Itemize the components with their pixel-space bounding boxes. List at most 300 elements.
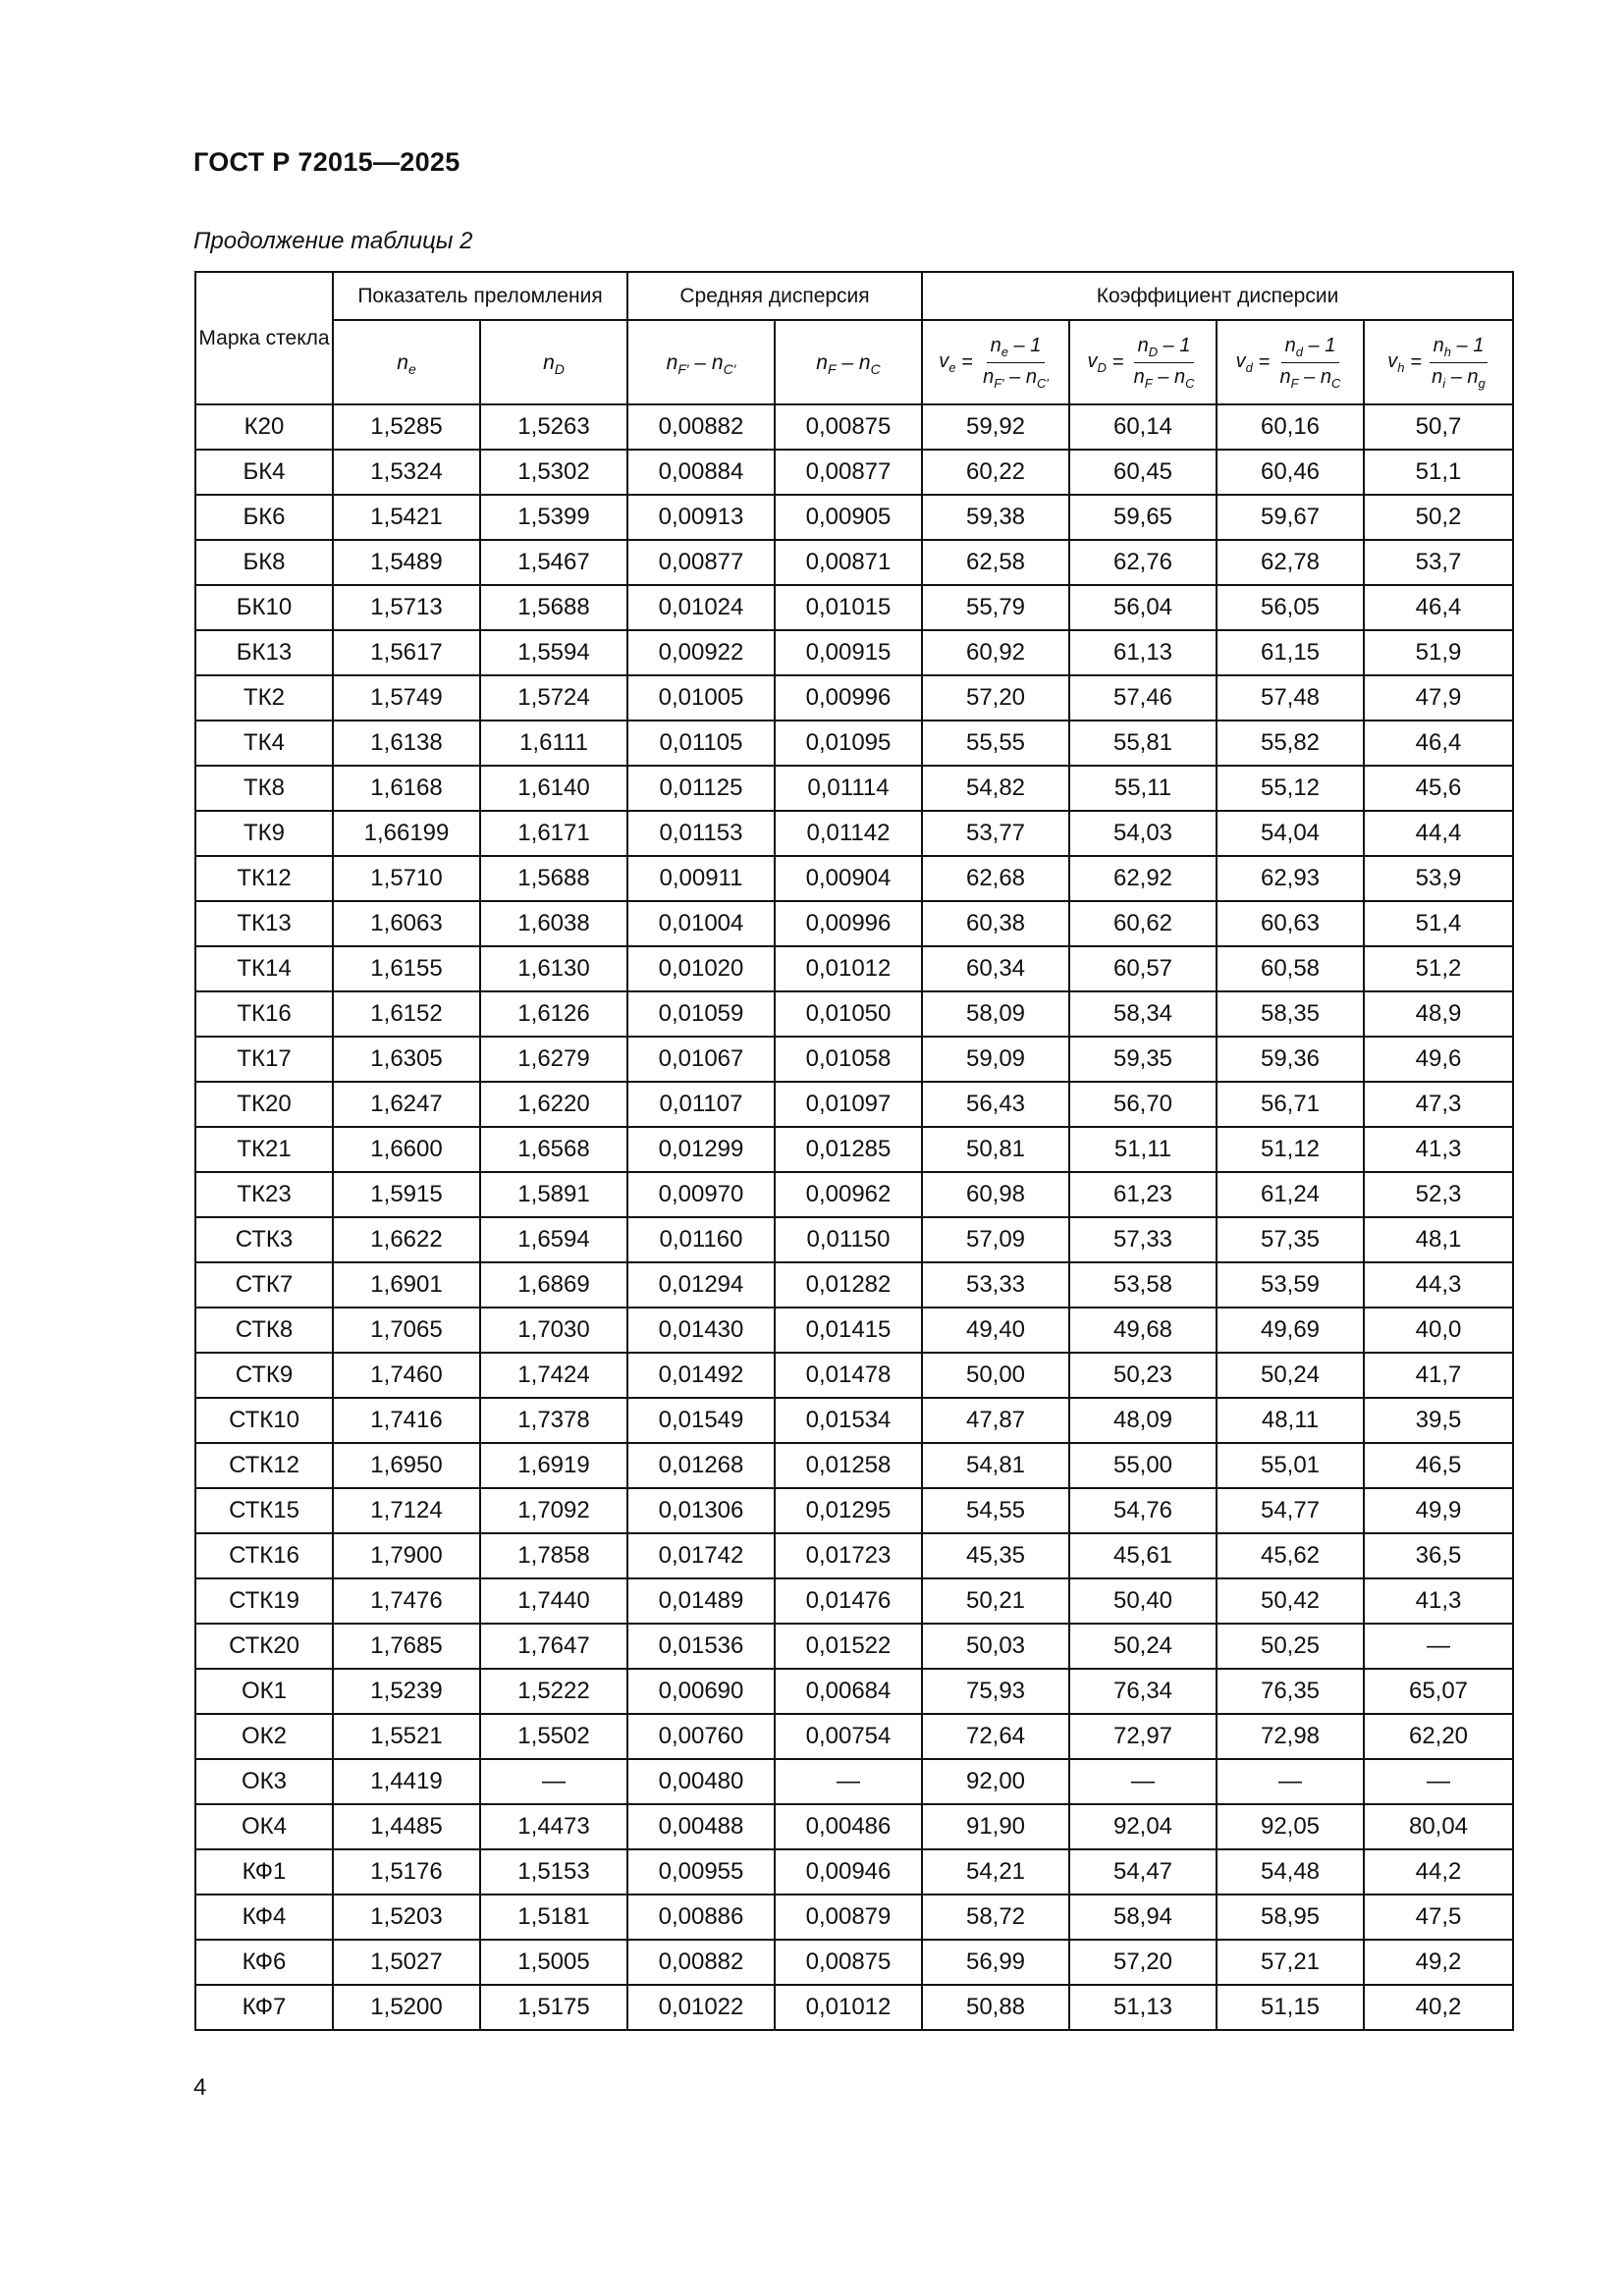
- table-row: [195, 721, 1513, 766]
- cell-v-d-upper: 60,14: [1069, 404, 1217, 450]
- cell-v-h: 65,07: [1364, 1669, 1513, 1714]
- cell-v-d-upper: 54,47: [1069, 1849, 1217, 1895]
- cell-v-e: 56,99: [922, 1940, 1069, 1985]
- cell-nf-nc: 0,01285: [775, 1127, 922, 1172]
- cell-v-h: 49,9: [1364, 1488, 1513, 1533]
- cell-nf-nc: 0,00875: [775, 1940, 922, 1985]
- table-row: [195, 1849, 1513, 1895]
- cell-n-d: 1,7424: [480, 1353, 627, 1398]
- cell-v-d-upper: 57,46: [1069, 675, 1217, 721]
- cell-v-d-lower: 51,15: [1217, 1985, 1364, 2030]
- cell-nf-prime-nc-prime: 0,01020: [627, 946, 775, 991]
- cell-v-h: 39,5: [1364, 1398, 1513, 1443]
- cell-v-e: 50,00: [922, 1353, 1069, 1398]
- cell-v-e: 54,81: [922, 1443, 1069, 1488]
- cell-v-h: 51,2: [1364, 946, 1513, 991]
- cell-v-d-upper: 62,92: [1069, 856, 1217, 901]
- table-row: [195, 1624, 1513, 1669]
- cell-v-e: 56,43: [922, 1082, 1069, 1127]
- cell-v-e: 50,81: [922, 1127, 1069, 1172]
- cell-n-e: 1,5324: [333, 450, 480, 495]
- cell-v-d-upper: 58,94: [1069, 1895, 1217, 1940]
- cell-v-e: 60,92: [922, 630, 1069, 675]
- cell-n-d: 1,5688: [480, 856, 627, 901]
- cell-v-d-lower: 60,16: [1217, 404, 1364, 450]
- cell-nf-nc: 0,01522: [775, 1624, 922, 1669]
- table-row: [195, 1172, 1513, 1217]
- cell-n-e: 1,5285: [333, 404, 480, 450]
- cell-brand: БК8: [195, 540, 333, 585]
- cell-nf-prime-nc-prime: 0,01742: [627, 1533, 775, 1578]
- cell-nf-nc: 0,00904: [775, 856, 922, 901]
- table-row: [195, 1804, 1513, 1849]
- cell-v-d-upper: 59,65: [1069, 495, 1217, 540]
- cell-nf-nc: 0,01415: [775, 1308, 922, 1353]
- cell-v-e: 58,09: [922, 991, 1069, 1037]
- cell-nf-nc: —: [775, 1759, 922, 1804]
- header-formula-v-d-lower: $v_d$ = $\frac{n_d - 1}{n_F - n_C}$: [1217, 320, 1364, 404]
- cell-v-h: 52,3: [1364, 1172, 1513, 1217]
- cell-v-d-lower: 57,35: [1217, 1217, 1364, 1262]
- header-mean-dispersion: Средняя дисперсия: [627, 272, 922, 320]
- cell-nf-nc: 0,01097: [775, 1082, 922, 1127]
- cell-v-h: —: [1364, 1759, 1513, 1804]
- table-row: [195, 1533, 1513, 1578]
- table-body: [195, 404, 1513, 2030]
- cell-v-h: 44,3: [1364, 1262, 1513, 1308]
- table-row: [195, 404, 1513, 450]
- cell-v-d-upper: 51,13: [1069, 1985, 1217, 2030]
- cell-n-d: 1,6279: [480, 1037, 627, 1082]
- cell-n-e: 1,7685: [333, 1624, 480, 1669]
- cell-v-d-lower: 57,48: [1217, 675, 1364, 721]
- cell-v-h: 48,9: [1364, 991, 1513, 1037]
- cell-n-d: 1,7030: [480, 1308, 627, 1353]
- cell-nf-prime-nc-prime: 0,01022: [627, 1985, 775, 2030]
- cell-brand: КФ7: [195, 1985, 333, 2030]
- cell-n-d: 1,6111: [480, 721, 627, 766]
- cell-nf-prime-nc-prime: 0,00877: [627, 540, 775, 585]
- cell-v-d-upper: 57,33: [1069, 1217, 1217, 1262]
- table-caption: Продолжение таблицы 2: [193, 228, 473, 254]
- cell-v-h: 46,4: [1364, 585, 1513, 630]
- cell-v-d-upper: 56,70: [1069, 1082, 1217, 1127]
- cell-v-d-lower: 55,12: [1217, 766, 1364, 811]
- cell-v-d-upper: 61,23: [1069, 1172, 1217, 1217]
- cell-v-h: 44,2: [1364, 1849, 1513, 1895]
- cell-nf-prime-nc-prime: 0,00955: [627, 1849, 775, 1895]
- cell-n-d: 1,6130: [480, 946, 627, 991]
- cell-n-d: 1,5181: [480, 1895, 627, 1940]
- cell-v-d-lower: 72,98: [1217, 1714, 1364, 1759]
- cell-n-e: 1,6950: [333, 1443, 480, 1488]
- cell-brand: ТК8: [195, 766, 333, 811]
- cell-v-e: 62,68: [922, 856, 1069, 901]
- cell-v-h: 51,1: [1364, 450, 1513, 495]
- cell-v-h: 80,04: [1364, 1804, 1513, 1849]
- table-row: [195, 901, 1513, 946]
- cell-v-d-lower: 54,04: [1217, 811, 1364, 856]
- cell-v-d-upper: 54,76: [1069, 1488, 1217, 1533]
- cell-n-e: 1,6168: [333, 766, 480, 811]
- cell-n-d: 1,5175: [480, 1985, 627, 2030]
- cell-brand: ТК20: [195, 1082, 333, 1127]
- cell-v-d-lower: 62,93: [1217, 856, 1364, 901]
- cell-v-e: 50,88: [922, 1985, 1069, 2030]
- cell-n-e: 1,6152: [333, 991, 480, 1037]
- cell-v-h: —: [1364, 1624, 1513, 1669]
- table-row: [195, 991, 1513, 1037]
- cell-nf-prime-nc-prime: 0,00922: [627, 630, 775, 675]
- header-dispersion-coefficient: Коэффициент дисперсии: [922, 272, 1513, 320]
- cell-brand: СТК9: [195, 1353, 333, 1398]
- cell-v-h: 48,1: [1364, 1217, 1513, 1262]
- cell-v-d-upper: 62,76: [1069, 540, 1217, 585]
- cell-v-h: 41,7: [1364, 1353, 1513, 1398]
- cell-nf-nc: 0,00905: [775, 495, 922, 540]
- cell-n-e: 1,6138: [333, 721, 480, 766]
- cell-n-d: 1,7440: [480, 1578, 627, 1624]
- cell-v-h: 50,2: [1364, 495, 1513, 540]
- cell-nf-prime-nc-prime: 0,01004: [627, 901, 775, 946]
- cell-v-h: 40,2: [1364, 1985, 1513, 2030]
- cell-n-e: 1,7900: [333, 1533, 480, 1578]
- cell-v-d-upper: 50,23: [1069, 1353, 1217, 1398]
- cell-v-d-lower: 59,36: [1217, 1037, 1364, 1082]
- cell-v-h: 41,3: [1364, 1578, 1513, 1624]
- cell-nf-prime-nc-prime: 0,01153: [627, 811, 775, 856]
- cell-v-d-lower: 62,78: [1217, 540, 1364, 585]
- cell-v-d-upper: 45,61: [1069, 1533, 1217, 1578]
- table-row: [195, 1262, 1513, 1308]
- cell-n-e: 1,5713: [333, 585, 480, 630]
- cell-v-d-lower: 58,35: [1217, 991, 1364, 1037]
- cell-nf-prime-nc-prime: 0,00882: [627, 404, 775, 450]
- cell-v-e: 72,64: [922, 1714, 1069, 1759]
- table-row: [195, 1669, 1513, 1714]
- cell-v-h: 49,2: [1364, 1940, 1513, 1985]
- cell-v-d-upper: —: [1069, 1759, 1217, 1804]
- header-n-d-upper: $n_D$: [480, 320, 627, 404]
- cell-v-e: 75,93: [922, 1669, 1069, 1714]
- table-row: [195, 1127, 1513, 1172]
- header-refraction-index: Показатель преломления: [333, 272, 627, 320]
- table-row: [195, 946, 1513, 991]
- cell-v-e: 60,98: [922, 1172, 1069, 1217]
- cell-v-d-lower: 76,35: [1217, 1669, 1364, 1714]
- header-formula-v-h: $v_h$ = $\frac{n_h - 1}{n_i - n_g}$: [1364, 320, 1513, 404]
- cell-n-e: 1,6901: [333, 1262, 480, 1308]
- cell-v-d-upper: 76,34: [1069, 1669, 1217, 1714]
- cell-nf-prime-nc-prime: 0,01005: [627, 675, 775, 721]
- cell-v-h: 47,5: [1364, 1895, 1513, 1940]
- cell-brand: ОК3: [195, 1759, 333, 1804]
- cell-v-d-lower: 54,48: [1217, 1849, 1364, 1895]
- cell-v-e: 62,58: [922, 540, 1069, 585]
- cell-v-d-upper: 55,00: [1069, 1443, 1217, 1488]
- cell-n-e: 1,7065: [333, 1308, 480, 1353]
- cell-v-d-upper: 60,57: [1069, 946, 1217, 991]
- cell-v-d-upper: 56,04: [1069, 585, 1217, 630]
- cell-nf-nc: 0,01478: [775, 1353, 922, 1398]
- cell-n-e: 1,5915: [333, 1172, 480, 1217]
- cell-n-e: 1,5176: [333, 1849, 480, 1895]
- table-row: [195, 1217, 1513, 1262]
- cell-v-e: 45,35: [922, 1533, 1069, 1578]
- cell-v-e: 57,09: [922, 1217, 1069, 1262]
- cell-n-e: 1,5239: [333, 1669, 480, 1714]
- table-row: [195, 1037, 1513, 1082]
- cell-v-d-lower: 48,11: [1217, 1398, 1364, 1443]
- cell-v-d-lower: 56,05: [1217, 585, 1364, 630]
- cell-nf-nc: 0,00915: [775, 630, 922, 675]
- document-title: ГОСТ Р 72015—2025: [193, 147, 460, 177]
- cell-v-d-lower: 60,63: [1217, 901, 1364, 946]
- cell-brand: СТК10: [195, 1398, 333, 1443]
- cell-brand: ТК16: [195, 991, 333, 1037]
- cell-nf-nc: 0,01095: [775, 721, 922, 766]
- cell-n-e: 1,7476: [333, 1578, 480, 1624]
- cell-nf-nc: 0,00875: [775, 404, 922, 450]
- cell-v-d-lower: 54,77: [1217, 1488, 1364, 1533]
- cell-v-d-lower: 51,12: [1217, 1127, 1364, 1172]
- cell-n-d: 1,5891: [480, 1172, 627, 1217]
- cell-v-e: 54,82: [922, 766, 1069, 811]
- cell-nf-prime-nc-prime: 0,00882: [627, 1940, 775, 1985]
- cell-n-d: 1,4473: [480, 1804, 627, 1849]
- cell-n-d: 1,6568: [480, 1127, 627, 1172]
- cell-brand: БК13: [195, 630, 333, 675]
- cell-nf-prime-nc-prime: 0,01492: [627, 1353, 775, 1398]
- cell-v-d-lower: 49,69: [1217, 1308, 1364, 1353]
- cell-brand: ТК14: [195, 946, 333, 991]
- cell-n-e: 1,66199: [333, 811, 480, 856]
- cell-v-d-lower: 58,95: [1217, 1895, 1364, 1940]
- cell-n-d: 1,7647: [480, 1624, 627, 1669]
- cell-nf-prime-nc-prime: 0,00488: [627, 1804, 775, 1849]
- cell-v-h: 44,4: [1364, 811, 1513, 856]
- cell-n-e: 1,5200: [333, 1985, 480, 2030]
- cell-nf-nc: 0,00684: [775, 1669, 922, 1714]
- cell-n-e: 1,5489: [333, 540, 480, 585]
- table-row: [195, 811, 1513, 856]
- table-row: [195, 585, 1513, 630]
- cell-n-d: 1,5399: [480, 495, 627, 540]
- cell-v-d-lower: 45,62: [1217, 1533, 1364, 1578]
- cell-v-h: 53,9: [1364, 856, 1513, 901]
- cell-nf-prime-nc-prime: 0,01430: [627, 1308, 775, 1353]
- cell-v-d-lower: 53,59: [1217, 1262, 1364, 1308]
- cell-brand: КФ4: [195, 1895, 333, 1940]
- header-formula-v-d-upper: $v_D$ = $\frac{n_D - 1}{n_F - n_C}$: [1069, 320, 1217, 404]
- cell-nf-nc: 0,01476: [775, 1578, 922, 1624]
- cell-v-d-upper: 51,11: [1069, 1127, 1217, 1172]
- cell-v-e: 55,55: [922, 721, 1069, 766]
- cell-v-d-lower: 55,82: [1217, 721, 1364, 766]
- cell-brand: СТК3: [195, 1217, 333, 1262]
- cell-v-d-lower: 92,05: [1217, 1804, 1364, 1849]
- cell-n-d: 1,6171: [480, 811, 627, 856]
- cell-v-h: 49,6: [1364, 1037, 1513, 1082]
- cell-n-d: 1,5594: [480, 630, 627, 675]
- cell-v-e: 59,38: [922, 495, 1069, 540]
- cell-v-d-upper: 61,13: [1069, 630, 1217, 675]
- cell-n-e: 1,5027: [333, 1940, 480, 1985]
- table-row: [195, 1985, 1513, 2030]
- cell-nf-nc: 0,01058: [775, 1037, 922, 1082]
- cell-n-e: 1,7460: [333, 1353, 480, 1398]
- cell-n-e: 1,4419: [333, 1759, 480, 1804]
- cell-v-d-lower: —: [1217, 1759, 1364, 1804]
- cell-nf-prime-nc-prime: 0,01059: [627, 991, 775, 1037]
- cell-nf-prime-nc-prime: 0,00690: [627, 1669, 775, 1714]
- cell-v-d-upper: 57,20: [1069, 1940, 1217, 1985]
- cell-v-e: 47,87: [922, 1398, 1069, 1443]
- cell-v-d-lower: 55,01: [1217, 1443, 1364, 1488]
- cell-nf-nc: 0,01142: [775, 811, 922, 856]
- cell-brand: ТК12: [195, 856, 333, 901]
- cell-v-d-upper: 55,81: [1069, 721, 1217, 766]
- cell-v-e: 59,92: [922, 404, 1069, 450]
- cell-nf-prime-nc-prime: 0,00913: [627, 495, 775, 540]
- cell-nf-prime-nc-prime: 0,00886: [627, 1895, 775, 1940]
- page-number: 4: [193, 2074, 207, 2101]
- cell-v-h: 40,0: [1364, 1308, 1513, 1353]
- cell-v-d-lower: 56,71: [1217, 1082, 1364, 1127]
- table-row: [195, 1940, 1513, 1985]
- cell-n-e: 1,5203: [333, 1895, 480, 1940]
- cell-brand: СТК7: [195, 1262, 333, 1308]
- cell-n-d: —: [480, 1759, 627, 1804]
- cell-v-e: 54,55: [922, 1488, 1069, 1533]
- cell-v-h: 62,20: [1364, 1714, 1513, 1759]
- cell-v-h: 47,3: [1364, 1082, 1513, 1127]
- cell-brand: СТК15: [195, 1488, 333, 1533]
- table-row: [195, 1578, 1513, 1624]
- cell-v-d-upper: 59,35: [1069, 1037, 1217, 1082]
- cell-n-d: 1,5688: [480, 585, 627, 630]
- cell-n-d: 1,5153: [480, 1849, 627, 1895]
- cell-v-d-lower: 57,21: [1217, 1940, 1364, 1985]
- cell-brand: ОК4: [195, 1804, 333, 1849]
- cell-v-h: 46,5: [1364, 1443, 1513, 1488]
- table-row: [195, 675, 1513, 721]
- cell-nf-prime-nc-prime: 0,01306: [627, 1488, 775, 1533]
- cell-nf-nc: 0,01534: [775, 1398, 922, 1443]
- cell-nf-prime-nc-prime: 0,01107: [627, 1082, 775, 1127]
- cell-n-e: 1,6155: [333, 946, 480, 991]
- cell-nf-prime-nc-prime: 0,01067: [627, 1037, 775, 1082]
- cell-n-e: 1,6063: [333, 901, 480, 946]
- cell-nf-nc: 0,00879: [775, 1895, 922, 1940]
- cell-v-e: 50,21: [922, 1578, 1069, 1624]
- cell-v-d-upper: 58,34: [1069, 991, 1217, 1037]
- cell-v-e: 53,33: [922, 1262, 1069, 1308]
- cell-brand: ОК1: [195, 1669, 333, 1714]
- cell-v-h: 51,4: [1364, 901, 1513, 946]
- cell-nf-nc: 0,01295: [775, 1488, 922, 1533]
- cell-n-d: 1,7378: [480, 1398, 627, 1443]
- cell-v-d-upper: 60,62: [1069, 901, 1217, 946]
- cell-nf-nc: 0,00754: [775, 1714, 922, 1759]
- cell-nf-nc: 0,00962: [775, 1172, 922, 1217]
- cell-brand: БК10: [195, 585, 333, 630]
- cell-brand: СТК20: [195, 1624, 333, 1669]
- cell-brand: КФ6: [195, 1940, 333, 1985]
- cell-v-h: 47,9: [1364, 675, 1513, 721]
- header-formula-v-e: $v_e$ = $\frac{n_e - 1}{n_{F'} - n_{C'}}$: [922, 320, 1069, 404]
- header-glass-brand: Марка стекла: [195, 272, 333, 404]
- cell-v-h: 36,5: [1364, 1533, 1513, 1578]
- cell-brand: ТК2: [195, 675, 333, 721]
- cell-n-d: 1,6126: [480, 991, 627, 1037]
- cell-v-h: 50,7: [1364, 404, 1513, 450]
- cell-n-d: 1,5467: [480, 540, 627, 585]
- cell-brand: СТК12: [195, 1443, 333, 1488]
- cell-n-d: 1,7092: [480, 1488, 627, 1533]
- cell-n-d: 1,5263: [480, 404, 627, 450]
- cell-nf-prime-nc-prime: 0,00911: [627, 856, 775, 901]
- cell-n-e: 1,6600: [333, 1127, 480, 1172]
- cell-nf-nc: 0,00946: [775, 1849, 922, 1895]
- cell-v-d-upper: 50,24: [1069, 1624, 1217, 1669]
- cell-n-d: 1,6869: [480, 1262, 627, 1308]
- cell-v-e: 91,90: [922, 1804, 1069, 1849]
- table-row: [195, 495, 1513, 540]
- cell-nf-prime-nc-prime: 0,01536: [627, 1624, 775, 1669]
- cell-n-e: 1,5617: [333, 630, 480, 675]
- cell-v-e: 60,34: [922, 946, 1069, 991]
- cell-v-h: 51,9: [1364, 630, 1513, 675]
- header-nf-minus-nc: $n_F - n_C$: [775, 320, 922, 404]
- table-row: [195, 1398, 1513, 1443]
- cell-n-e: 1,6305: [333, 1037, 480, 1082]
- cell-brand: ТК9: [195, 811, 333, 856]
- cell-brand: ТК23: [195, 1172, 333, 1217]
- cell-n-e: 1,5421: [333, 495, 480, 540]
- cell-v-h: 45,6: [1364, 766, 1513, 811]
- cell-v-e: 50,03: [922, 1624, 1069, 1669]
- cell-brand: СТК16: [195, 1533, 333, 1578]
- table-row: [195, 1443, 1513, 1488]
- cell-v-d-lower: 60,58: [1217, 946, 1364, 991]
- cell-n-d: 1,5222: [480, 1669, 627, 1714]
- cell-brand: БК6: [195, 495, 333, 540]
- cell-nf-prime-nc-prime: 0,01489: [627, 1578, 775, 1624]
- cell-nf-prime-nc-prime: 0,01294: [627, 1262, 775, 1308]
- cell-v-e: 60,22: [922, 450, 1069, 495]
- cell-nf-prime-nc-prime: 0,01105: [627, 721, 775, 766]
- cell-n-d: 1,5724: [480, 675, 627, 721]
- cell-v-d-lower: 50,24: [1217, 1353, 1364, 1398]
- cell-n-d: 1,5005: [480, 1940, 627, 1985]
- cell-n-e: 1,5710: [333, 856, 480, 901]
- cell-v-d-upper: 48,09: [1069, 1398, 1217, 1443]
- cell-brand: ТК4: [195, 721, 333, 766]
- table-row: [195, 1759, 1513, 1804]
- table-row: [195, 1082, 1513, 1127]
- cell-v-h: 53,7: [1364, 540, 1513, 585]
- cell-brand: ОК2: [195, 1714, 333, 1759]
- header-n-e: $n_e$: [333, 320, 480, 404]
- cell-n-e: 1,7416: [333, 1398, 480, 1443]
- cell-n-e: 1,6247: [333, 1082, 480, 1127]
- cell-nf-prime-nc-prime: 0,00760: [627, 1714, 775, 1759]
- cell-n-e: 1,4485: [333, 1804, 480, 1849]
- cell-nf-nc: 0,01114: [775, 766, 922, 811]
- cell-v-e: 54,21: [922, 1849, 1069, 1895]
- table-row: [195, 1353, 1513, 1398]
